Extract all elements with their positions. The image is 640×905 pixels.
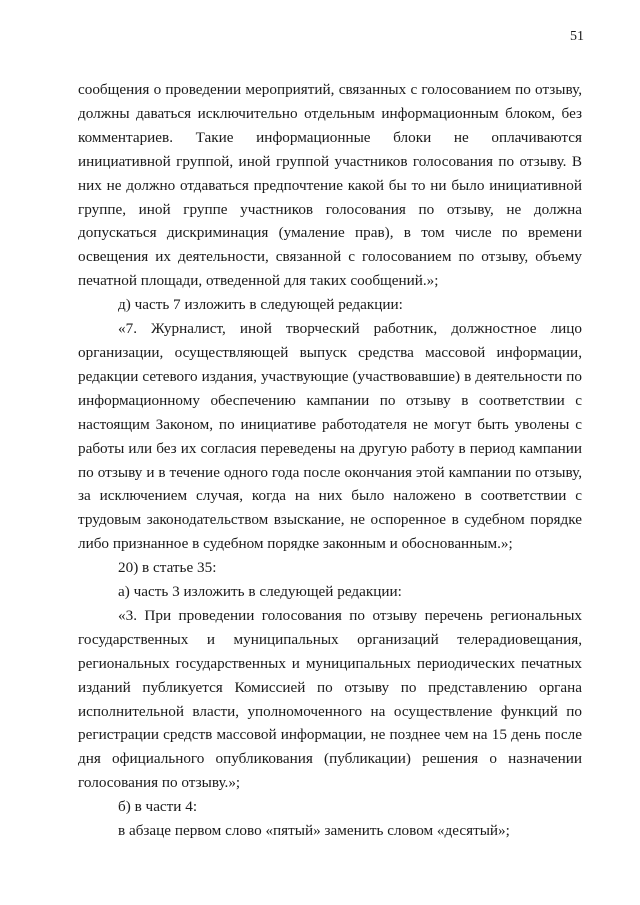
- paragraph: сообщения о проведении мероприятий, связанных с голосованием по отзыву, должны даваться исключительно отдельным информационным блоком, без комментариев. Такие информационные блоки не оплачиваются инициативной группой, иной группой участников голосования по отзыву. В них не должно отдаваться предпочтение какой бы то ни было инициативной группе, иной группе участников голосования по отзыву, не должна допускаться дискриминация (умаление прав), в том числе по времени освещения их деятельности, связанной с голосованием по отзыву, объему печатной площади, отведенной для таких сообщений.»;: [78, 81, 582, 290]
- paragraph: 20) в статье 35:: [118, 559, 217, 577]
- paragraph: «7. Журналист, иной творческий работник, должностное лицо организации, осуществляющей выпуск средства массовой информации, редакции сетевого издания, участвующие (участвовавшие) в деятельности по информационному обеспечению кампании по отзыву в соответствии с настоящим Законом, по инициативе работодателя не могут быть уволены с работы или без их согласия переведены на другую работу в период кампании по отзыву и в течение одного года после окончания этой кампании по отзыву, за исключением случая, когда на них было наложено в соответствии с трудовым законодательством взыскание, не оспоренное в судебном порядке либо признанное в судебном порядке законным и обоснованным.»;: [78, 320, 582, 553]
- paragraph: «3. При проведении голосования по отзыву перечень региональных государственных и муниципальных организаций телерадиовещания, региональных государственных и муниципальных периодических печатных изданий публикуется Комиссией по отзыву по представлению органа исполнительной власти, уполномоченного на осуществление функций по регистрации средств массовой информации, не позднее чем на 15 день после дня официального опубликования (публикации) решения о назначении голосования по отзыву.»;: [78, 606, 582, 792]
- paragraph: д) часть 7 изложить в следующей редакции:: [118, 296, 403, 314]
- paragraph: б) в части 4:: [118, 798, 198, 816]
- paragraph: в абзаце первом слово «пятый» заменить словом «десятый»;: [118, 822, 510, 840]
- document-body: [78, 78, 582, 843]
- page-number: 51: [570, 29, 584, 44]
- paragraph: а) часть 3 изложить в следующей редакции:: [118, 583, 402, 601]
